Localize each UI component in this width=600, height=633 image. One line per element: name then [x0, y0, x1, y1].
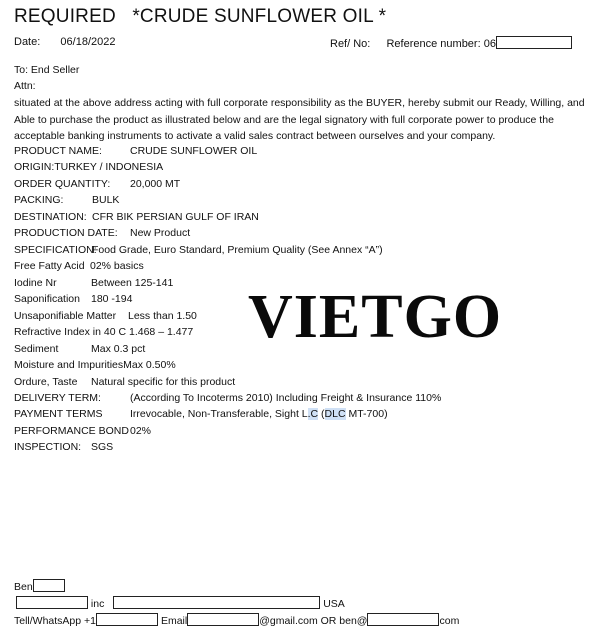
field-label: PRODUCT NAME: [14, 145, 102, 157]
field-ordure [14, 376, 236, 388]
field-order-quantity [14, 178, 181, 190]
signer-name: Ben [14, 581, 33, 593]
field-destination [14, 211, 259, 223]
field-value: CRUDE SUNFLOWER OIL [130, 145, 258, 157]
intro-paragraph: situated at the above address acting with full corporate responsibility as the BUYER, hereby submit our Ready, Willing, and Able to purchase the product as illustrated below and are the legal signatory with full corporate power to produce the acceptable banking instruments to activate a valid sales contract between ourselves and your company. [14, 97, 585, 142]
field-label: Unsaponifiable Matter [14, 310, 117, 322]
value-part: MT-700) [345, 408, 388, 420]
field-value: BULK [92, 194, 120, 206]
field-performance-bond [14, 425, 152, 437]
field-value: 180 -194 [91, 293, 133, 305]
field-delivery-term [14, 392, 442, 404]
field-value: Less than 1.50 [128, 310, 197, 322]
field-iodine [14, 277, 174, 289]
redaction-box [496, 36, 572, 49]
date-label: Date: [14, 36, 41, 48]
field-sediment [14, 343, 146, 355]
field-label: Moisture and ImpuritiesMax 0.50% [14, 359, 176, 371]
field-value: 02% basics [90, 260, 144, 272]
field-label: PAYMENT TERMS [14, 408, 103, 420]
field-label: SPECIFICATION: [14, 244, 97, 256]
reference-value: 06 [483, 38, 496, 50]
field-value: New Product [130, 227, 191, 239]
field-value: 1.468 – 1.477 [129, 326, 194, 338]
tell-label: Tell/WhatsApp +1 [14, 615, 97, 627]
field-label: PRODUCTION DATE: [14, 227, 118, 239]
redaction-box [113, 596, 320, 609]
field-payment-terms [14, 408, 388, 420]
redaction-box [187, 613, 259, 626]
field-moisture [14, 359, 176, 371]
email-label: Email [160, 615, 188, 627]
field-refractive-index [14, 326, 194, 338]
field-label: DELIVERY TERM: [14, 392, 101, 404]
field-value: (According To Incoterms 2010) Including Freight & Insurance 110% [130, 392, 442, 404]
field-label: Sediment [14, 343, 59, 355]
field-production-date [14, 227, 191, 239]
field-packing [14, 194, 120, 206]
value-part: ( [318, 408, 325, 420]
field-value: SGS [91, 441, 114, 453]
document-title: REQUIRED *CRUDE SUNFLOWER OIL * [14, 6, 387, 27]
to-line: To: End Seller [14, 64, 80, 76]
field-label: ORIGIN:TURKEY / INDONESIA [14, 161, 164, 173]
redaction-box [96, 613, 158, 626]
field-value: Max 0.3 pct [91, 343, 146, 355]
field-label: Refractive Index in 40 C [14, 326, 127, 338]
field-unsaponifiable [14, 310, 197, 322]
date-line [14, 36, 115, 48]
redaction-box [367, 613, 439, 626]
redaction-box [16, 596, 88, 609]
field-label: Ordure, Taste [14, 376, 78, 388]
field-label: PACKING: [14, 194, 64, 206]
field-specification [14, 244, 383, 256]
footer-company-line [14, 596, 345, 610]
highlighted-text: .C [307, 408, 319, 420]
redaction-box [33, 579, 65, 592]
field-free-fatty-acid [14, 260, 144, 272]
date-value: 06/18/2022 [60, 36, 116, 48]
attn-line: Attn: [14, 80, 36, 92]
field-product-name [14, 145, 258, 157]
field-label: DESTINATION: [14, 211, 87, 223]
field-label: ORDER QUANTITY: [14, 178, 111, 190]
vietgo-watermark: VIETGO [248, 283, 503, 351]
field-label: Free Fatty Acid [14, 260, 85, 272]
field-label: PERFORMANCE BOND [14, 425, 129, 437]
field-value: Natural specific for this product [91, 376, 236, 388]
field-value: Food Grade, Euro Standard, Premium Quality (See Annex “A”) [92, 244, 383, 256]
reference-label: Reference number: [386, 38, 481, 50]
email-text: @gmail.com OR ben@ [259, 615, 368, 627]
field-saponification [14, 293, 133, 305]
footer-contact-line [14, 613, 459, 627]
value-part: Irrevocable, Non-Transferable, Sight L [130, 408, 308, 420]
reference-line [330, 36, 572, 50]
field-value: CFR BIK PERSIAN GULF OF IRAN [92, 211, 259, 223]
field-origin [14, 161, 163, 173]
field-label: Saponification [14, 293, 80, 305]
field-value: Between 125-141 [91, 277, 174, 289]
company-suffix: inc [90, 598, 105, 610]
footer-name-line [14, 579, 65, 593]
highlighted-text: DLC [324, 408, 346, 420]
email-domain-end: com [439, 615, 460, 627]
field-inspection [14, 441, 114, 453]
country: USA [323, 598, 345, 610]
field-value [130, 408, 388, 420]
field-label: Iodine Nr [14, 277, 57, 289]
field-value: 02% [130, 425, 152, 437]
field-value: 20,000 MT [130, 178, 181, 190]
ref-label: Ref/ No: [330, 38, 371, 50]
field-label: INSPECTION: [14, 441, 82, 453]
